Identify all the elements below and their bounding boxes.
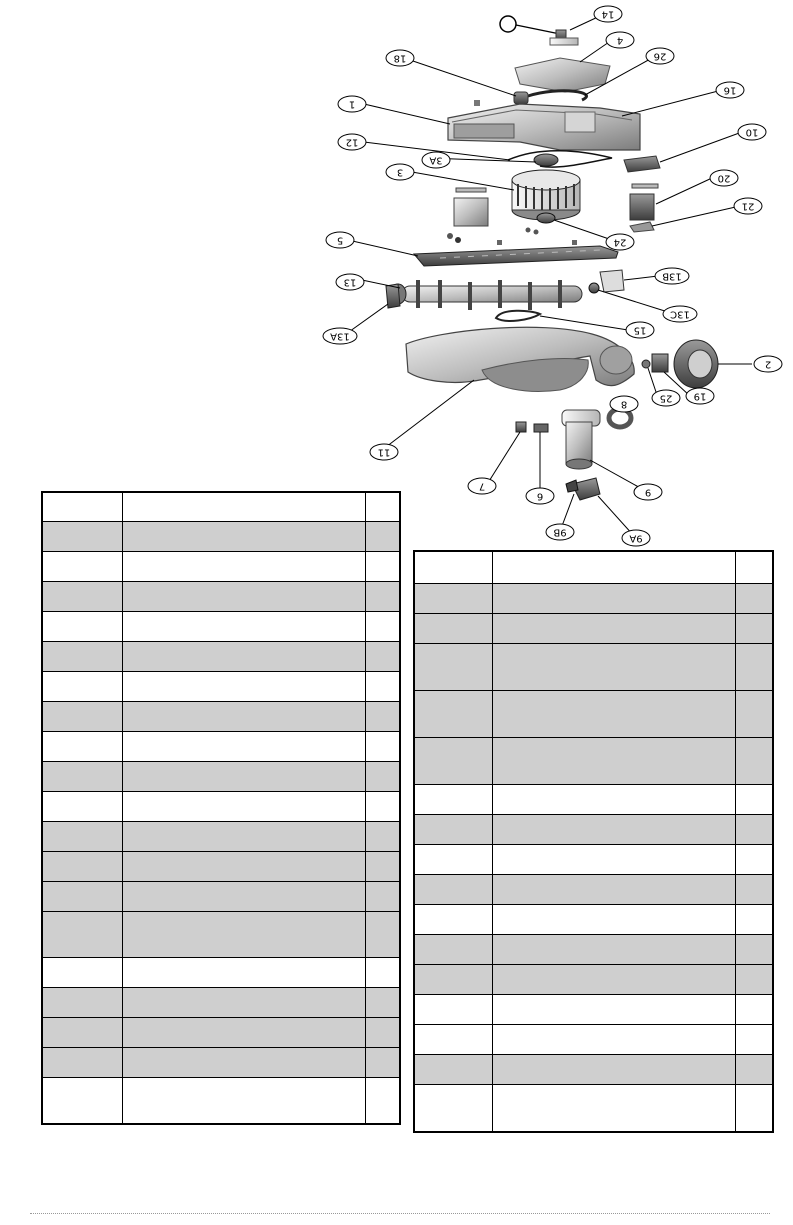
quantity-cell — [735, 965, 773, 995]
callout-label: 21 — [741, 200, 755, 212]
callout-2 — [754, 356, 782, 372]
callout-label: 18 — [393, 52, 407, 64]
part-number-cell — [414, 785, 492, 815]
quantity-cell — [735, 935, 773, 965]
quantity-cell — [365, 988, 400, 1018]
part-number-cell — [42, 1018, 122, 1048]
table-row — [42, 642, 400, 672]
table-row — [414, 905, 773, 935]
quantity-cell — [735, 614, 773, 644]
callout-label: 9B — [553, 526, 567, 538]
table-row — [42, 1078, 400, 1125]
callout-label: 9A — [629, 532, 643, 544]
table-header-row — [42, 492, 400, 522]
part-number-cell — [42, 1078, 122, 1125]
callout-label: 3 — [396, 166, 404, 178]
table-row — [42, 882, 400, 912]
callout-13c — [663, 306, 697, 322]
part-number-cell — [414, 738, 492, 785]
table-row — [414, 875, 773, 905]
callout-21 — [734, 198, 762, 214]
description-cell — [122, 822, 365, 852]
quantity-cell — [365, 492, 400, 522]
callout-8 — [610, 396, 638, 412]
description-cell — [492, 691, 735, 738]
callout-13a — [323, 328, 357, 344]
quantity-cell — [365, 852, 400, 882]
part-number-cell — [414, 875, 492, 905]
callout-9 — [634, 484, 662, 500]
description-cell — [122, 988, 365, 1018]
table-row — [42, 792, 400, 822]
quantity-cell — [365, 702, 400, 732]
table-row — [42, 912, 400, 958]
quantity-cell — [365, 1018, 400, 1048]
part-number-cell — [414, 551, 492, 584]
callout-label: 14 — [601, 8, 615, 20]
description-cell — [122, 552, 365, 582]
part-number-cell — [42, 988, 122, 1018]
part-number-cell — [414, 644, 492, 691]
quantity-cell — [365, 522, 400, 552]
table-row — [414, 691, 773, 738]
description-cell — [492, 738, 735, 785]
table-row — [42, 702, 400, 732]
table-row — [42, 852, 400, 882]
callout-label: 26 — [653, 50, 667, 62]
description-cell — [492, 905, 735, 935]
quantity-cell — [365, 1078, 400, 1125]
callout-14 — [594, 6, 622, 22]
description-cell — [492, 584, 735, 614]
part-9b-latch-lever — [566, 480, 578, 492]
part-3a-motor-cap — [534, 154, 558, 166]
callout-18 — [386, 50, 414, 66]
table-row — [42, 822, 400, 852]
callout-label: 15 — [633, 324, 647, 336]
part-13b-end-plate — [600, 270, 624, 292]
callout-19 — [686, 388, 714, 404]
part-9-neck — [562, 410, 600, 469]
callout-3 — [386, 164, 414, 180]
description-cell — [492, 644, 735, 691]
table-row — [42, 612, 400, 642]
table-row — [414, 1025, 773, 1055]
part-number-cell — [414, 584, 492, 614]
part-1-upper-housing — [448, 104, 640, 150]
part-number-cell — [414, 1025, 492, 1055]
quantity-cell — [365, 552, 400, 582]
callout-1 — [338, 96, 366, 112]
description-cell — [122, 852, 365, 882]
part-number-cell — [42, 582, 122, 612]
callout-25 — [652, 390, 680, 406]
table-row — [414, 785, 773, 815]
callout-label: 2 — [764, 358, 772, 370]
part-11-nozzle-shell — [406, 327, 634, 391]
part-19-axle-block — [652, 354, 668, 372]
part-number-cell — [42, 552, 122, 582]
part-number-cell — [42, 762, 122, 792]
part-number-cell — [42, 732, 122, 762]
table-row — [414, 965, 773, 995]
callout-label: 13B — [662, 270, 682, 282]
description-cell — [122, 582, 365, 612]
part-6-spring — [534, 424, 548, 432]
quantity-cell — [735, 905, 773, 935]
callout-label: 24 — [613, 236, 627, 248]
quantity-cell — [365, 642, 400, 672]
callout-label: 11 — [377, 446, 391, 458]
part-12-cable — [508, 151, 612, 167]
part-number-cell — [414, 1055, 492, 1085]
part-15-belt — [496, 311, 540, 321]
quantity-cell — [735, 1025, 773, 1055]
description-cell — [122, 792, 365, 822]
table-row — [414, 644, 773, 691]
part-number-cell — [42, 912, 122, 958]
callout-11 — [370, 444, 398, 460]
callout-10 — [738, 124, 766, 140]
part-number-cell — [42, 612, 122, 642]
part-number-cell — [42, 1048, 122, 1078]
table-row — [42, 522, 400, 552]
callout-label: 3A — [429, 154, 443, 166]
description-cell — [122, 672, 365, 702]
callout-24 — [606, 234, 634, 250]
callout-label: 13C — [670, 308, 690, 320]
part-number-cell — [42, 702, 122, 732]
callout-9b — [546, 524, 574, 540]
part-number-cell — [414, 995, 492, 1025]
table-row — [414, 1085, 773, 1133]
callout-4 — [606, 32, 634, 48]
quantity-cell — [735, 785, 773, 815]
callout-16 — [716, 82, 744, 98]
description-cell — [492, 785, 735, 815]
callout-13 — [336, 274, 364, 290]
table-row — [42, 1018, 400, 1048]
quantity-cell — [365, 822, 400, 852]
callout-label: 16 — [723, 84, 737, 96]
quantity-cell — [735, 584, 773, 614]
description-cell — [122, 1018, 365, 1048]
quantity-cell — [365, 762, 400, 792]
part-number-cell — [42, 642, 122, 672]
part-number-cell — [414, 845, 492, 875]
table-row — [414, 584, 773, 614]
callout-label: 13A — [330, 330, 350, 342]
part-26-wire — [528, 91, 586, 100]
part-number-cell — [42, 672, 122, 702]
table-row — [414, 935, 773, 965]
description-cell — [492, 875, 735, 905]
part-10-clip — [624, 156, 660, 172]
callout-15 — [626, 322, 654, 338]
quantity-cell — [735, 738, 773, 785]
callout-label: 5 — [336, 234, 344, 246]
description-cell — [122, 612, 365, 642]
table-row — [42, 762, 400, 792]
footer-rule — [30, 1213, 770, 1214]
table-row — [414, 738, 773, 785]
exploded-parts-diagram — [0, 0, 793, 560]
quantity-cell — [365, 958, 400, 988]
part-number-cell — [42, 822, 122, 852]
description-cell — [492, 995, 735, 1025]
part-4-top-plate — [515, 58, 610, 92]
part-24-bearing — [537, 213, 555, 223]
part-20-filter-block — [630, 184, 658, 220]
callout-9a — [622, 530, 650, 546]
quantity-cell — [365, 912, 400, 958]
part-number-cell — [42, 492, 122, 522]
part-7-nut — [516, 422, 526, 432]
part-number-cell — [414, 1085, 492, 1133]
parts-table-left — [41, 491, 401, 1125]
table-row — [414, 614, 773, 644]
quantity-cell — [735, 644, 773, 691]
part-5-base-plate — [414, 246, 618, 266]
quantity-cell — [735, 875, 773, 905]
table-row — [42, 988, 400, 1018]
table-row — [414, 815, 773, 845]
description-cell — [492, 965, 735, 995]
table-header-row — [414, 551, 773, 584]
callout-6 — [526, 488, 554, 504]
quantity-cell — [365, 792, 400, 822]
part-number-cell — [414, 965, 492, 995]
table-row — [414, 1055, 773, 1085]
quantity-cell — [735, 551, 773, 584]
quantity-cell — [365, 1048, 400, 1078]
callout-label: 7 — [478, 480, 486, 492]
reference-circle — [500, 16, 516, 32]
description-cell — [492, 935, 735, 965]
description-cell — [122, 732, 365, 762]
leader-lines — [343, 16, 752, 536]
part-13c-bearing — [589, 283, 599, 293]
quantity-cell — [365, 732, 400, 762]
description-cell — [122, 642, 365, 672]
part-number-cell — [414, 691, 492, 738]
part-number-cell — [42, 852, 122, 882]
quantity-cell — [365, 612, 400, 642]
part-number-cell — [414, 935, 492, 965]
table-row — [42, 958, 400, 988]
quantity-cell — [735, 845, 773, 875]
quantity-cell — [735, 815, 773, 845]
part-13-brush-roll — [390, 280, 582, 310]
callout-5 — [326, 232, 354, 248]
description-cell — [122, 522, 365, 552]
description-cell — [492, 815, 735, 845]
description-cell — [122, 1078, 365, 1125]
callout-20 — [710, 170, 738, 186]
part-25-clip — [642, 360, 650, 368]
callout-13b — [655, 268, 689, 284]
description-cell — [492, 845, 735, 875]
part-number-cell — [42, 792, 122, 822]
callout-3a — [422, 152, 450, 168]
part-number-cell — [42, 522, 122, 552]
description-cell — [122, 1048, 365, 1078]
description-cell — [492, 551, 735, 584]
quantity-cell — [735, 691, 773, 738]
table-row — [42, 1048, 400, 1078]
callout-label: 12 — [345, 136, 359, 148]
callout-label: 1 — [348, 98, 356, 110]
quantity-cell — [735, 1085, 773, 1133]
callout-label: 9 — [644, 486, 652, 498]
description-cell — [122, 882, 365, 912]
part-number-cell — [414, 614, 492, 644]
quantity-cell — [365, 882, 400, 912]
quantity-cell — [735, 995, 773, 1025]
callout-label: 6 — [536, 490, 544, 502]
description-cell — [122, 702, 365, 732]
callout-label: 13 — [343, 276, 357, 288]
part-21-tab — [630, 222, 654, 232]
part-number-cell — [42, 882, 122, 912]
table-row — [414, 995, 773, 1025]
callout-12 — [338, 134, 366, 150]
callout-7 — [468, 478, 496, 494]
part-number-cell — [414, 815, 492, 845]
description-cell — [492, 1085, 735, 1133]
quantity-cell — [365, 672, 400, 702]
callout-label: 19 — [693, 390, 707, 402]
description-cell — [492, 1025, 735, 1055]
table-row — [42, 582, 400, 612]
quantity-cell — [365, 582, 400, 612]
part-number-cell — [42, 958, 122, 988]
table-row — [42, 552, 400, 582]
table-row — [414, 845, 773, 875]
table-row — [42, 732, 400, 762]
description-cell — [492, 614, 735, 644]
parts-table-right — [413, 550, 774, 1133]
description-cell — [122, 492, 365, 522]
description-cell — [122, 958, 365, 988]
table-row — [42, 672, 400, 702]
part-number-cell — [414, 905, 492, 935]
description-cell — [122, 912, 365, 958]
description-cell — [122, 762, 365, 792]
callout-26 — [646, 48, 674, 64]
callout-label: 20 — [717, 172, 731, 184]
callout-label: 4 — [616, 34, 624, 46]
callout-label: 8 — [620, 398, 628, 410]
description-cell — [492, 1055, 735, 1085]
part-2-wheel — [674, 340, 718, 388]
callout-label: 25 — [659, 392, 673, 404]
callout-label: 10 — [745, 126, 759, 138]
quantity-cell — [735, 1055, 773, 1085]
filter-block-left — [454, 188, 488, 226]
